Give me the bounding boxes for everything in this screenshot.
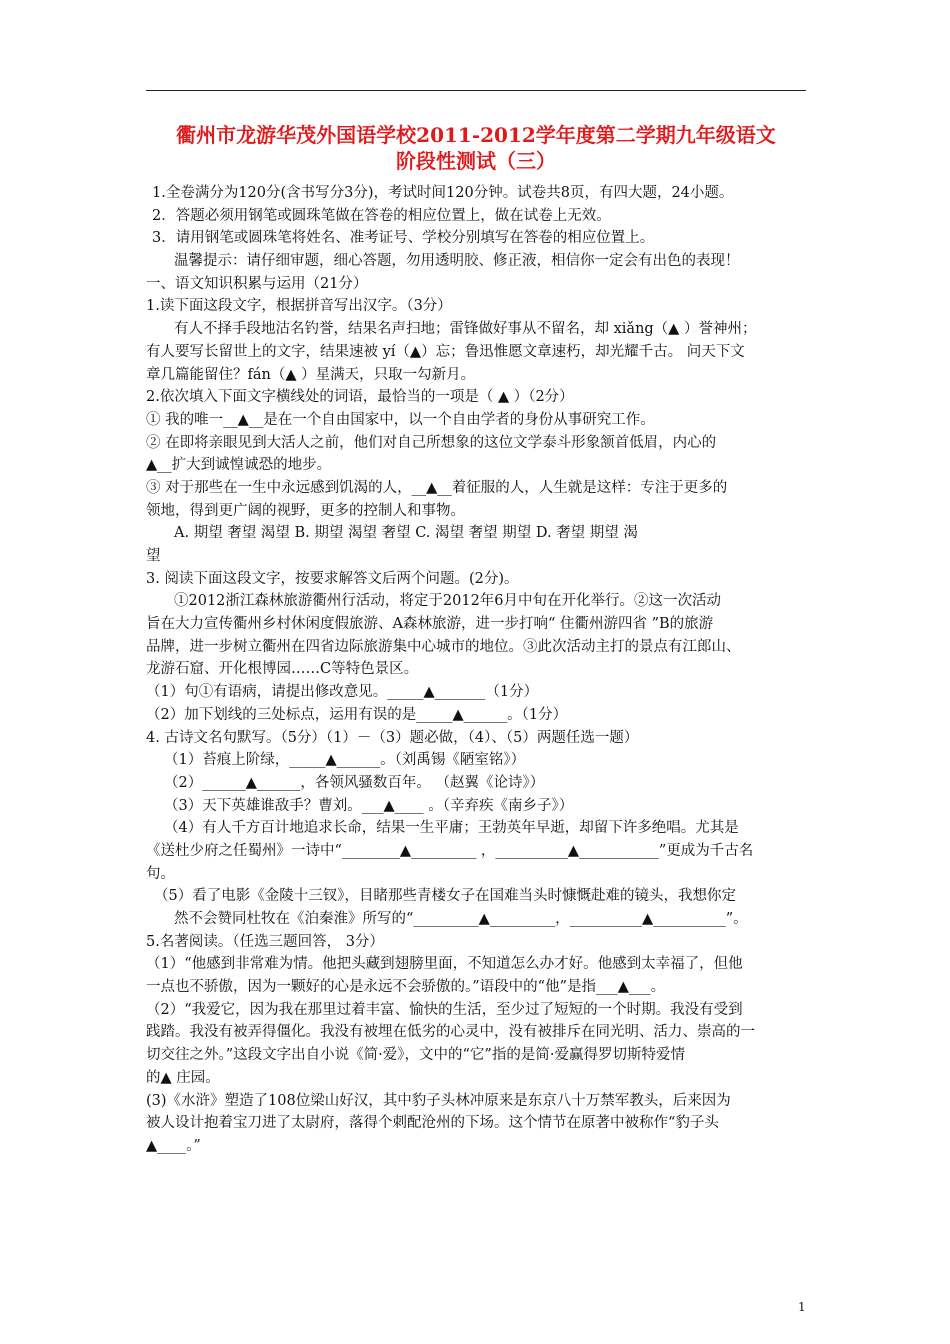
passage-line: ①2012浙江森林旅游衢州行活动，将定于2012年6月中旬在开化举行。②这一次活动	[174, 593, 722, 610]
sub-question: （1）句①有语病，请提出修改意见。_____▲_______（1分）	[146, 684, 539, 701]
warm-tip: 温馨提示：请仔细审题，细心答题，勿用透明胶、修正液，相信你一定会有出色的表现！	[174, 253, 740, 270]
item-line: ③ 对于那些在一生中永远感到饥渴的人，__▲__着征服的人，人生就是这样：专注于更多的	[146, 479, 728, 496]
sub-question: （1）“他感到非常难为情。他把头藏到翅膀里面，不知道怎么办才好。他感到太幸福了，但他	[146, 956, 743, 973]
sub-question: 然不会赞同杜牧在《泊秦淮》所写的“_________▲_________，__________▲__________”。	[174, 911, 748, 927]
sub-question: 的▲ 庄园。	[146, 1069, 220, 1086]
sub-question: （2）______▲______，各领风骚数百年。 （赵翼《论诗》）	[164, 774, 545, 791]
passage-line: 旨在大力宣传衢州乡村休闲度假旅游、A森林旅游，进一步打响“ 住衢州游四省 ”B的旅游	[146, 616, 714, 633]
instruction-3: 3．请用钢笔或圆珠笔将姓名、准考证号、学校分别填写在答卷的相应位置上。	[152, 230, 655, 247]
exam-body	[146, 182, 806, 1180]
sub-question: （1）苔痕上阶绿，_____▲______。（刘禹锡《陋室铭》）	[164, 752, 526, 769]
sub-question	[146, 1158, 806, 1181]
passage-line: 有人要写长留世上的文字，结果速被 yí（▲）忘；鲁迅惟愿文章速朽，却光耀千古。 问天下文	[146, 343, 745, 360]
item-line: ▲__扩大到诚惶诚恐的地步。	[146, 457, 332, 474]
sub-question: （2）加下划线的三处标点，运用有误的是_____▲______。（1分）	[146, 706, 568, 723]
sub-question: （2）“我爱它，因为我在那里过着丰富、愉快的生活，至少过了短短的一个时期。我没有受到	[146, 1001, 743, 1018]
sub-question: 一点也不骄傲，因为一颗好的心是永远不会骄傲的。”语段中的“他”是指___▲___。	[146, 979, 666, 996]
title-line-2: 阶段性测试（三）	[396, 149, 556, 173]
sub-question: 《送杜少府之任蜀州》一诗中“________▲_________ ，__________▲___________”更成为千古名	[146, 842, 754, 859]
title-line-1: 衢州市龙游华茂外国语学校2011-2012学年度第二学期九年级语文	[176, 123, 776, 147]
sub-question: 践踏。我没有被弄得僵化。我没有被埋在低劣的心灵中，没有被排斥在同光明、活力、崇高的一	[146, 1024, 755, 1041]
sub-question: (3)《水浒》塑造了108位梁山好汉，其中豹子头林冲原来是东京八十万禁军教头，后来因为	[146, 1092, 731, 1109]
sub-question: （3）天下英雄谁敌手？曹刘。___▲____ 。（辛弃疾《南乡子》）	[164, 797, 574, 814]
question-text: 3. 阅读下面这段文字，按要求解答文后两个问题。(2分)。	[146, 570, 519, 587]
sub-question: 被人设计抱着宝刀进了太尉府，落得个刺配沧州的下场。这个情节在原著中被称作“豹子头	[146, 1115, 719, 1132]
question-text: 1.读下面这段文字，根据拼音写出汉字。（3分）	[146, 298, 452, 315]
passage-line: 龙游石窟、开化根博园……C等特色景区。	[146, 661, 419, 678]
passage-line: 有人不择手段地沽名钓誉，结果名声扫地；雷锋做好事从不留名，却 xiǎng（▲ ）誉神州；	[174, 321, 757, 338]
sub-question: ▲____。”	[146, 1137, 201, 1154]
header-rule	[146, 90, 806, 91]
question-text: 4. 古诗文名句默写。（5分）（1）－（3）题必做，（4）、（5）两题任选一题）	[146, 729, 639, 746]
sub-question: （5）看了电影《金陵十三钗》，目睹那些青楼女子在国难当头时慷慨赴难的镜头，我想你定	[154, 888, 736, 905]
passage-line: 品牌，进一步树立衢州在四省边际旅游集中心城市的地位。③此次活动主打的景点有江郎山、	[146, 638, 741, 655]
instruction-2: 2．答题必须用钢笔或圆珠笔做在答卷的相应位置上，做在试卷上无效。	[152, 207, 611, 224]
choice-options-wrap: 望	[146, 548, 161, 564]
item-line: ① 我的唯一__▲__是在一个自由国家中，以一个自由学者的身份从事研究工作。	[146, 411, 655, 428]
sub-question: 句。	[146, 865, 175, 882]
choice-options: A. 期望 奢望 渴望 B. 期望 渴望 奢望 C. 渴望 奢望 期望 D. 奢望 期望 渴	[174, 525, 638, 542]
page-number: 1	[798, 1300, 806, 1314]
question-text: 2.依次填入下面文字横线处的词语，最恰当的一项是（ ▲ ）（2分）	[146, 389, 574, 406]
sub-question: （4）有人千方百计地追求长命，结果一生平庸；王勃英年早逝，却留下许多绝唱。尤其是	[164, 820, 739, 837]
exam-title	[146, 122, 806, 174]
passage-line: 章几篇能留住？fán（▲ ）星满天，只取一勾新月。	[146, 366, 476, 383]
item-line: ② 在即将亲眼见到大活人之前，他们对自己所想象的这位文学泰斗形象颔首低眉，内心的	[146, 434, 717, 451]
item-line: 领地，得到更广阔的视野，更多的控制人和事物。	[146, 502, 465, 519]
sub-question: 切交往之外。”这段文字出自小说《简·爱》，文中的“它”指的是简·爱赢得罗切斯特爱情	[146, 1047, 685, 1064]
section-heading: 一、语文知识积累与运用（21分）	[146, 275, 368, 292]
instruction-1: 1.全卷满分为120分(含书写分3分)，考试时间120分钟。试卷共8页，有四大题，24小题。	[152, 185, 734, 201]
question-text: 5.名著阅读。（任选三题回答， 3分）	[146, 933, 384, 950]
